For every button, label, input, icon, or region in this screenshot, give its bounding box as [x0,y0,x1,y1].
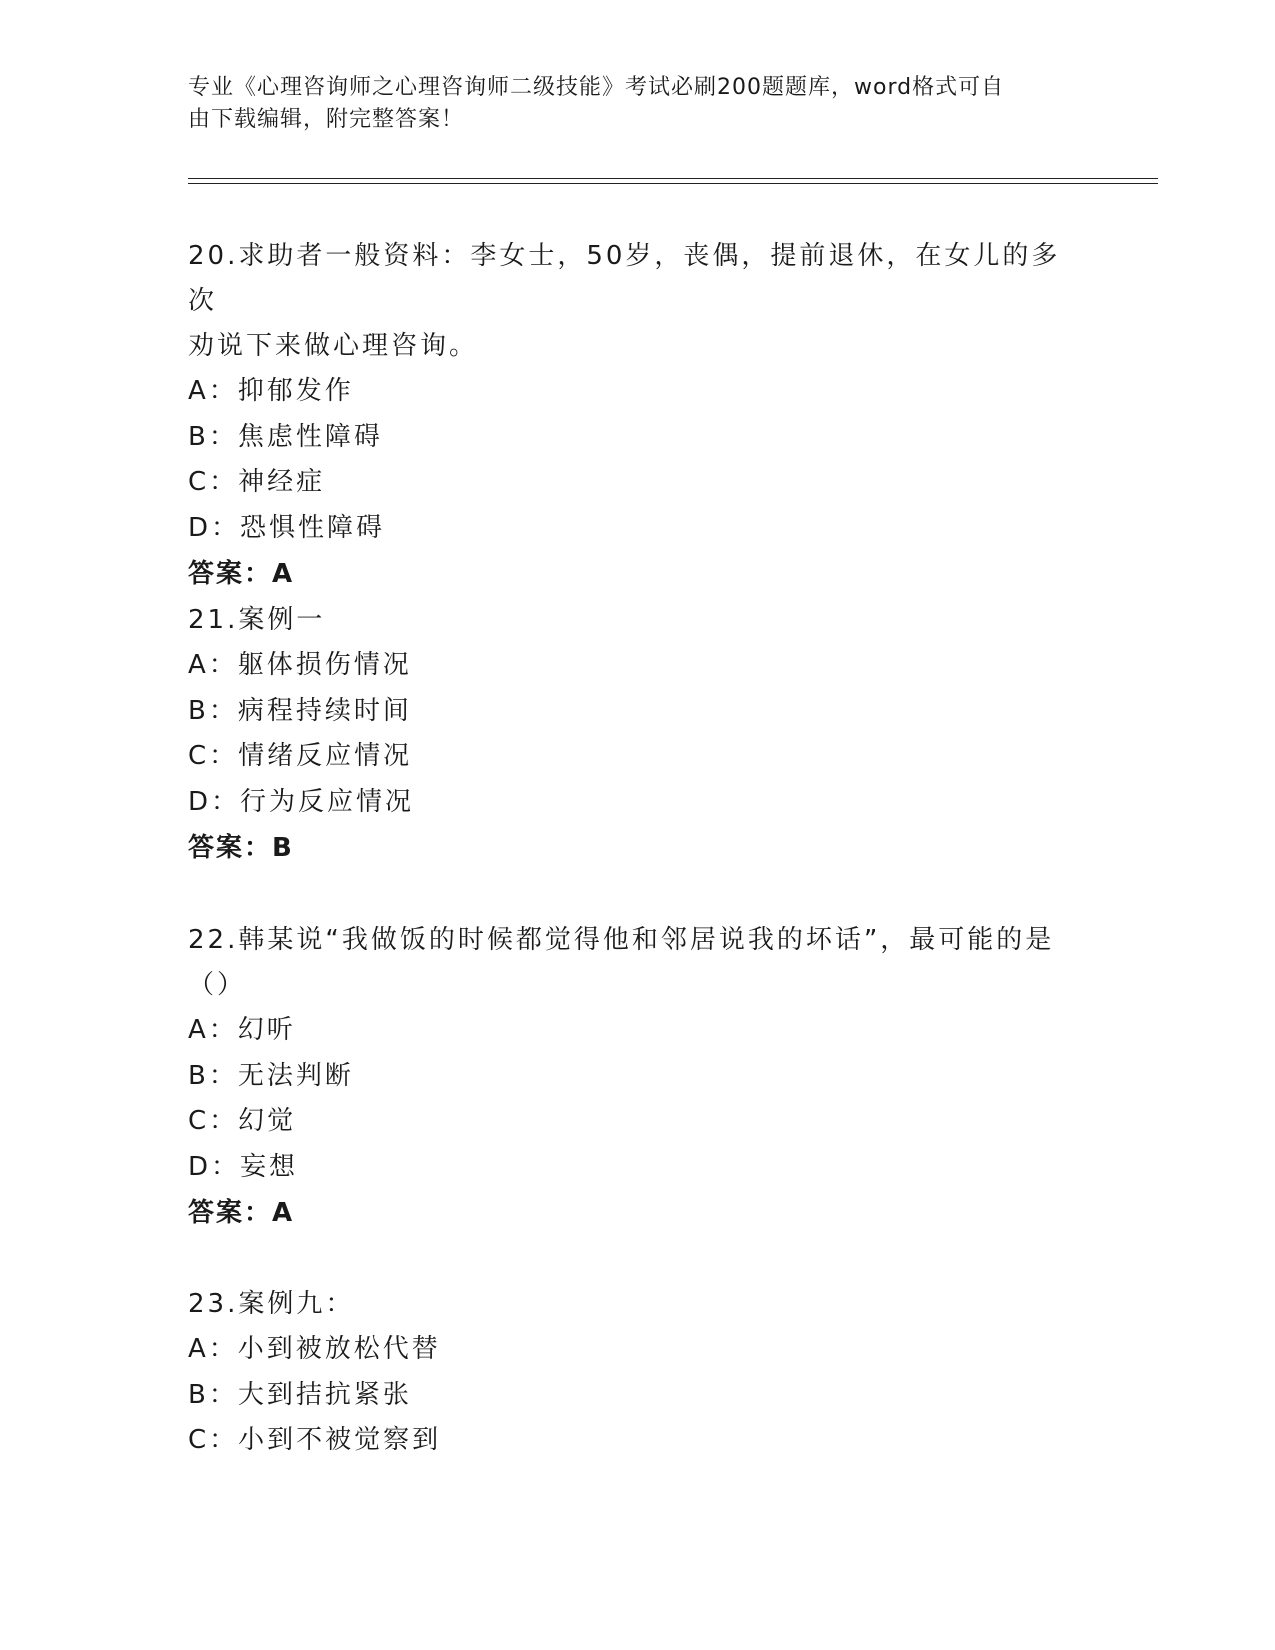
question-22 [188,918,1088,1236]
header-line-2: 由下载编辑，附完整答案！ [188,107,465,132]
question-20 [188,234,1088,597]
answer: 答案：A [188,559,295,589]
question-stem: 22.韩某说“我做饭的时候都觉得他和邻居说我的坏话”，最可能的是 [188,925,1055,955]
option-b: B：病程持续时间 [188,695,412,726]
question-stem-continued: （） [188,970,247,1000]
option-c: C：情绪反应情况 [188,741,413,771]
question-21 [188,598,1088,871]
question-23 [188,1282,1088,1464]
header-divider-bottom [188,183,1158,184]
option-c: C：幻觉 [188,1106,297,1136]
option-d: D：行为反应情况 [188,786,415,817]
answer: 答案：A [188,1198,295,1228]
question-stem: 20.求助者一般资料：李女士，50岁，丧偶，提前退休，在女儿的多次 [188,241,1061,316]
option-d: D：恐惧性障碍 [188,512,386,543]
header-divider-top [188,178,1158,179]
option-a: A：小到被放松代替 [188,1334,441,1364]
answer: 答案：B [188,833,294,863]
question-stem: 21.案例一 [188,605,326,635]
option-a: A：躯体损伤情况 [188,650,412,680]
header-line-1: 专业《心理咨询师之心理咨询师二级技能》考试必刷200题题库，word格式可自 [188,75,1005,100]
option-b: B：焦虑性障碍 [188,421,383,452]
option-b: B：大到拮抗紧张 [188,1379,412,1410]
option-a: A：抑郁发作 [188,376,354,406]
option-c: C：小到不被觉察到 [188,1425,442,1455]
option-c: C：神经症 [188,467,326,497]
question-stem: 23.案例九： [188,1289,355,1319]
option-a: A：幻听 [188,1015,296,1045]
option-b: B：无法判断 [188,1060,354,1091]
document-header [188,72,1088,136]
option-d: D：妄想 [188,1151,299,1182]
question-stem-continued: 劝说下来做心理咨询。 [188,331,479,361]
